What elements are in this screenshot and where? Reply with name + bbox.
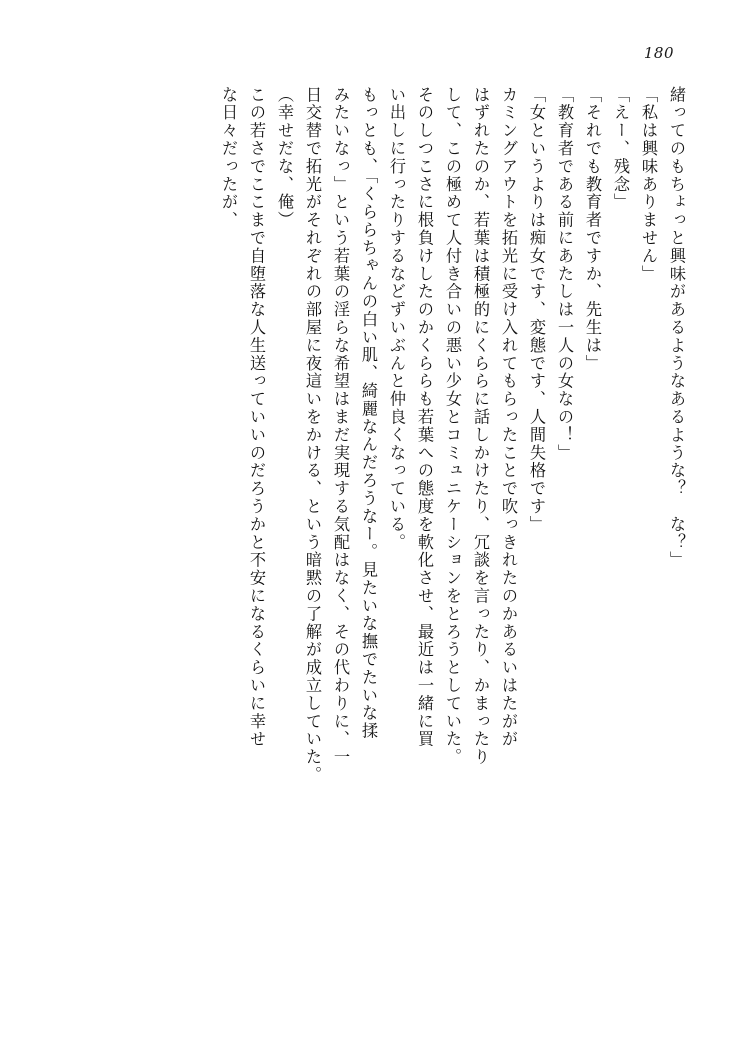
text-line: い出しに行ったりするなどずいぶんと仲良くなっている。	[387, 86, 406, 552]
text-line: 「私は興味ありません」	[639, 86, 658, 283]
text-line: みたいなっ」という若葉の淫らな希望はまだ実現する気配はなく、その代わりに、一	[331, 86, 350, 767]
text-line: 「えー、残念」	[611, 86, 630, 212]
text-line: 「それでも教育者ですか、先生は」	[583, 86, 602, 373]
text-line: カミングアウトを拓光に受け入れてもらったことで吹っきれたのかあるいはたがが	[499, 86, 518, 749]
text-line: 「教育者である前にあたしは一人の女なの！」	[555, 86, 574, 462]
text-line: 日交替で拓光がそれぞれの部屋に夜這いをかける、という暗黙の了解が成立していた。	[303, 86, 322, 785]
text-line: （幸せだな、俺）	[275, 86, 294, 230]
text-line: この若さでここまで自堕落な人生送っていいのだろうかと不安になるくらいに幸せ	[247, 86, 266, 749]
page-number: 180	[643, 44, 674, 62]
text-line: な日々だったが、	[219, 86, 238, 230]
text-line: 「女というよりは痴女です、変態です、人間失格です」	[527, 86, 546, 534]
text-line: はずれたのか、若葉は積極的にくららに話しかけたり、冗談を言ったり、かまったり	[471, 86, 490, 767]
text-line: 緒ってのもちょっと興味があるようなあるような？ な？」	[667, 86, 686, 570]
text-line: して、この極めて人付き合いの悪い少女とコミュニケーションをとろうとしていた。	[443, 86, 462, 767]
vertical-text-block	[88, 86, 684, 986]
text-line: そのしつこさに根負けしたのかくららも若葉への態度を軟化させ、最近は一緒に買	[415, 86, 434, 749]
text-line: もっとも、「くららちゃんの白い肌、綺麗なんだろうなー。見たいな撫でたいな揉	[359, 86, 378, 741]
